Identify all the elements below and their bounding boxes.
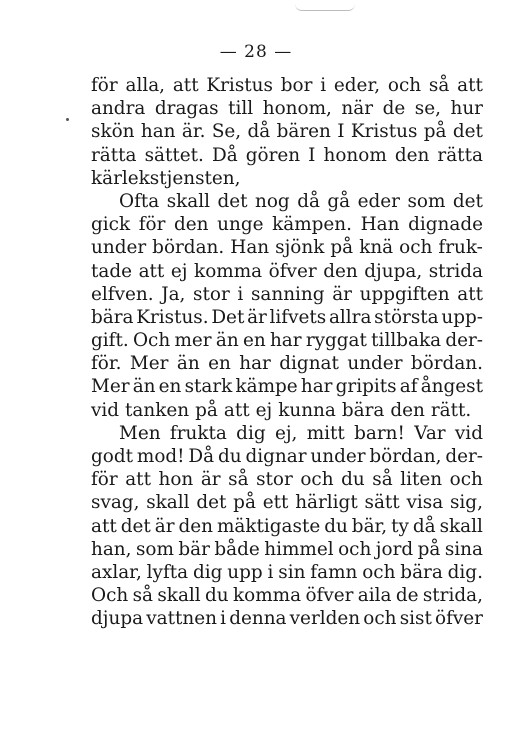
word: dignat <box>279 353 339 375</box>
word: sina <box>444 538 483 560</box>
word: är <box>154 515 175 537</box>
word: den <box>394 144 430 166</box>
word: eder <box>357 190 400 212</box>
word: af <box>399 376 418 398</box>
paragraph-start-line <box>91 422 483 445</box>
word: fruk- <box>438 237 483 259</box>
word: vid <box>91 399 120 421</box>
word: Och <box>91 585 129 607</box>
word: nog <box>255 190 290 212</box>
word: ty <box>391 515 409 537</box>
word: skall <box>166 190 211 212</box>
word: vid <box>454 422 483 444</box>
word: rätta <box>91 144 137 166</box>
word: knä <box>359 237 394 259</box>
page-number: — 28 — <box>219 42 293 62</box>
word: axlar, <box>91 561 142 583</box>
word: ångest <box>420 376 483 398</box>
word: det <box>452 190 483 212</box>
word: för <box>91 75 118 96</box>
text-line <box>91 120 483 143</box>
word: godt <box>91 446 134 467</box>
word: Det <box>211 306 245 328</box>
text-line <box>91 213 483 236</box>
word: bären <box>276 121 331 143</box>
word: att <box>138 260 165 282</box>
word: på <box>233 492 256 514</box>
word: Ofta <box>119 190 160 212</box>
paragraph-end-line <box>91 399 483 422</box>
scan-artifact <box>295 4 355 11</box>
word: under <box>347 353 403 375</box>
word: Kristus <box>350 121 418 143</box>
word: upp <box>227 561 263 583</box>
word: den <box>178 515 213 537</box>
word: svag, <box>91 492 140 514</box>
word: visa <box>406 492 444 514</box>
word: uppgiften <box>359 283 450 305</box>
word: du <box>218 446 242 467</box>
word: dignar <box>245 446 307 467</box>
word: skall <box>146 492 190 514</box>
word: är <box>332 283 352 305</box>
word: då <box>412 515 436 537</box>
word: en <box>208 353 231 375</box>
text-line <box>91 97 483 120</box>
word: på <box>330 237 354 259</box>
word: och <box>399 237 433 259</box>
word: upp- <box>441 306 483 328</box>
word: sätt <box>364 492 400 514</box>
word: det <box>196 492 227 514</box>
word: rätta <box>437 144 483 166</box>
word: sig, <box>449 492 483 514</box>
word: famn <box>310 561 358 583</box>
word: än <box>215 330 239 352</box>
word: och <box>387 75 422 96</box>
word: elfven. <box>91 283 154 305</box>
word: mod! <box>136 446 185 467</box>
word: som <box>407 190 446 212</box>
word: att <box>91 515 117 537</box>
word: gick <box>91 214 131 236</box>
word: eder, <box>333 75 381 96</box>
word: gripits <box>335 376 397 398</box>
word: verlden <box>289 608 361 630</box>
word: gå <box>327 190 351 212</box>
word: mäktigaste <box>216 515 321 537</box>
word: på <box>417 538 441 560</box>
word: det <box>217 190 248 212</box>
word: för. <box>91 353 122 375</box>
word: komma <box>194 260 263 282</box>
word: denna <box>229 608 287 630</box>
word: jord <box>375 538 414 560</box>
text-line <box>91 329 483 352</box>
word: det <box>120 515 151 537</box>
word: I <box>308 144 316 166</box>
word: har <box>300 376 333 398</box>
word: Var <box>414 422 446 444</box>
word: dig. <box>447 561 483 583</box>
word: på <box>423 121 447 143</box>
word: I <box>337 121 345 143</box>
word: mer <box>174 330 212 352</box>
word: Då <box>211 144 238 166</box>
text-line <box>91 283 483 306</box>
word: att <box>457 283 483 305</box>
word: så <box>372 469 393 491</box>
word: vattnen <box>146 608 217 630</box>
word: honom, <box>262 98 332 120</box>
word: och <box>300 469 334 491</box>
word: Då <box>188 446 215 467</box>
word: de <box>382 98 406 120</box>
word: i <box>267 561 274 583</box>
word: öfver <box>435 608 483 630</box>
word: hon <box>158 469 194 491</box>
word: i <box>320 75 327 96</box>
word: kämpen. <box>272 214 352 236</box>
paragraph-start-line <box>91 190 483 213</box>
word: skall <box>439 515 483 537</box>
word: i <box>237 283 244 305</box>
word: har <box>239 353 271 375</box>
word: barn! <box>354 422 405 444</box>
word: det <box>452 121 483 143</box>
word: och <box>362 561 396 583</box>
word: rätt. <box>430 399 472 421</box>
word: ej <box>170 260 188 282</box>
word: än <box>132 376 156 398</box>
word: skön <box>91 121 135 143</box>
word: bära <box>91 306 134 328</box>
word: andra <box>91 98 146 120</box>
word: stor <box>193 283 230 305</box>
word: ett <box>262 492 289 514</box>
word: han <box>140 121 176 143</box>
word: ryggat <box>305 330 367 352</box>
word: att <box>457 75 483 96</box>
text-line <box>91 561 483 584</box>
word: då <box>297 190 320 212</box>
text-line <box>91 236 483 259</box>
word: sjönk <box>275 237 325 259</box>
word: härligt <box>295 492 358 514</box>
text-line <box>91 607 483 630</box>
word: bördan, <box>369 446 442 467</box>
word: ej, <box>274 422 298 444</box>
text-line <box>91 375 483 398</box>
word: som <box>135 538 174 560</box>
word: unge <box>217 214 264 236</box>
word: största <box>374 306 439 328</box>
word: djupa, <box>364 260 423 282</box>
word: skall <box>157 585 201 607</box>
text-line <box>91 74 483 97</box>
word: stark <box>184 376 233 398</box>
word: bära <box>341 399 385 421</box>
word: att <box>172 75 199 96</box>
word: dig <box>192 561 223 583</box>
word: är. <box>181 121 206 143</box>
word: när <box>341 98 374 120</box>
word: Kristus. <box>136 306 209 328</box>
word: och <box>363 608 397 630</box>
word: bär, <box>351 515 388 537</box>
word: du <box>205 585 229 607</box>
word: har <box>269 330 302 352</box>
word: att <box>125 469 151 491</box>
word: bär <box>178 538 210 560</box>
word: bära <box>400 561 443 583</box>
text-line <box>91 260 483 283</box>
word: Kristus <box>206 75 273 96</box>
word: se, <box>414 98 441 120</box>
word: kämpe <box>235 376 298 398</box>
word: bördan. <box>152 237 225 259</box>
word: Han <box>360 214 400 236</box>
word: Men <box>119 422 161 444</box>
word: mitt <box>306 422 345 444</box>
word: lifvets <box>269 306 327 328</box>
word: tanken <box>125 399 190 421</box>
word: Se, <box>211 121 242 143</box>
word: och <box>338 538 372 560</box>
word: den <box>174 214 209 236</box>
word: den <box>323 260 358 282</box>
word: under <box>91 237 147 259</box>
text-line <box>91 491 483 514</box>
paragraph-end-line <box>91 167 483 190</box>
word: för <box>138 214 166 236</box>
word: dragas <box>154 98 219 120</box>
word: så <box>228 469 249 491</box>
word: bördan. <box>410 353 483 375</box>
word: dig <box>236 422 266 444</box>
word: de <box>395 585 419 607</box>
word: ej <box>255 399 273 421</box>
word: öfver <box>268 260 317 282</box>
word: der- <box>445 446 483 467</box>
word: öfver <box>305 585 354 607</box>
word: tade <box>91 260 133 282</box>
word: Han <box>230 237 270 259</box>
word: under <box>310 446 366 467</box>
word: Ja, <box>161 283 186 305</box>
text-line <box>91 515 483 538</box>
word: lyfta <box>146 561 189 583</box>
word: är <box>247 306 267 328</box>
word: sist <box>399 608 432 630</box>
text-line <box>91 144 483 167</box>
word: Mer <box>91 376 130 398</box>
text-line <box>91 306 483 329</box>
text-line <box>91 538 483 561</box>
text-line <box>91 352 483 375</box>
word: är <box>200 469 221 491</box>
word: han, <box>91 538 132 560</box>
word: kunna <box>278 399 336 421</box>
word: sin <box>278 561 306 583</box>
word: gift. <box>91 330 129 352</box>
word: än <box>176 353 200 375</box>
word: Mer <box>129 353 169 375</box>
word: strida <box>428 260 483 282</box>
word: allra <box>328 306 372 328</box>
word: aila <box>357 585 392 607</box>
word: både <box>214 538 260 560</box>
word: tillbaka <box>371 330 442 352</box>
word: så <box>428 75 450 96</box>
word: då <box>247 121 271 143</box>
word: för <box>91 469 118 491</box>
word: till <box>228 98 254 120</box>
text-line <box>91 445 483 468</box>
word: hur <box>450 98 483 120</box>
word: och <box>449 469 483 491</box>
body-text <box>91 74 483 631</box>
word: dignade <box>408 214 483 236</box>
word: en <box>158 376 182 398</box>
word: komma <box>233 585 302 607</box>
word: gören <box>245 144 301 166</box>
word: sättet. <box>144 144 204 166</box>
word: du <box>324 515 348 537</box>
word: Och <box>132 330 171 352</box>
word: frukta <box>169 422 227 444</box>
word: strida, <box>422 585 483 607</box>
word: djupa <box>91 608 144 630</box>
margin-speck <box>66 118 69 121</box>
word: du <box>341 469 365 491</box>
word: i <box>220 608 227 630</box>
word: kärlekstjensten, <box>91 167 241 189</box>
word: liten <box>400 469 443 491</box>
text-line <box>91 468 483 491</box>
word: på <box>195 399 218 421</box>
word: himmel <box>264 538 334 560</box>
word: der- <box>445 330 483 352</box>
word: så <box>132 585 153 607</box>
word: honom <box>323 144 387 166</box>
word: bor <box>280 75 313 96</box>
word: den <box>390 399 425 421</box>
word: sanning <box>250 283 325 305</box>
word: stor <box>256 469 293 491</box>
text-line <box>91 584 483 607</box>
word: alla, <box>125 75 166 96</box>
word: att <box>223 399 250 421</box>
word: en <box>242 330 266 352</box>
